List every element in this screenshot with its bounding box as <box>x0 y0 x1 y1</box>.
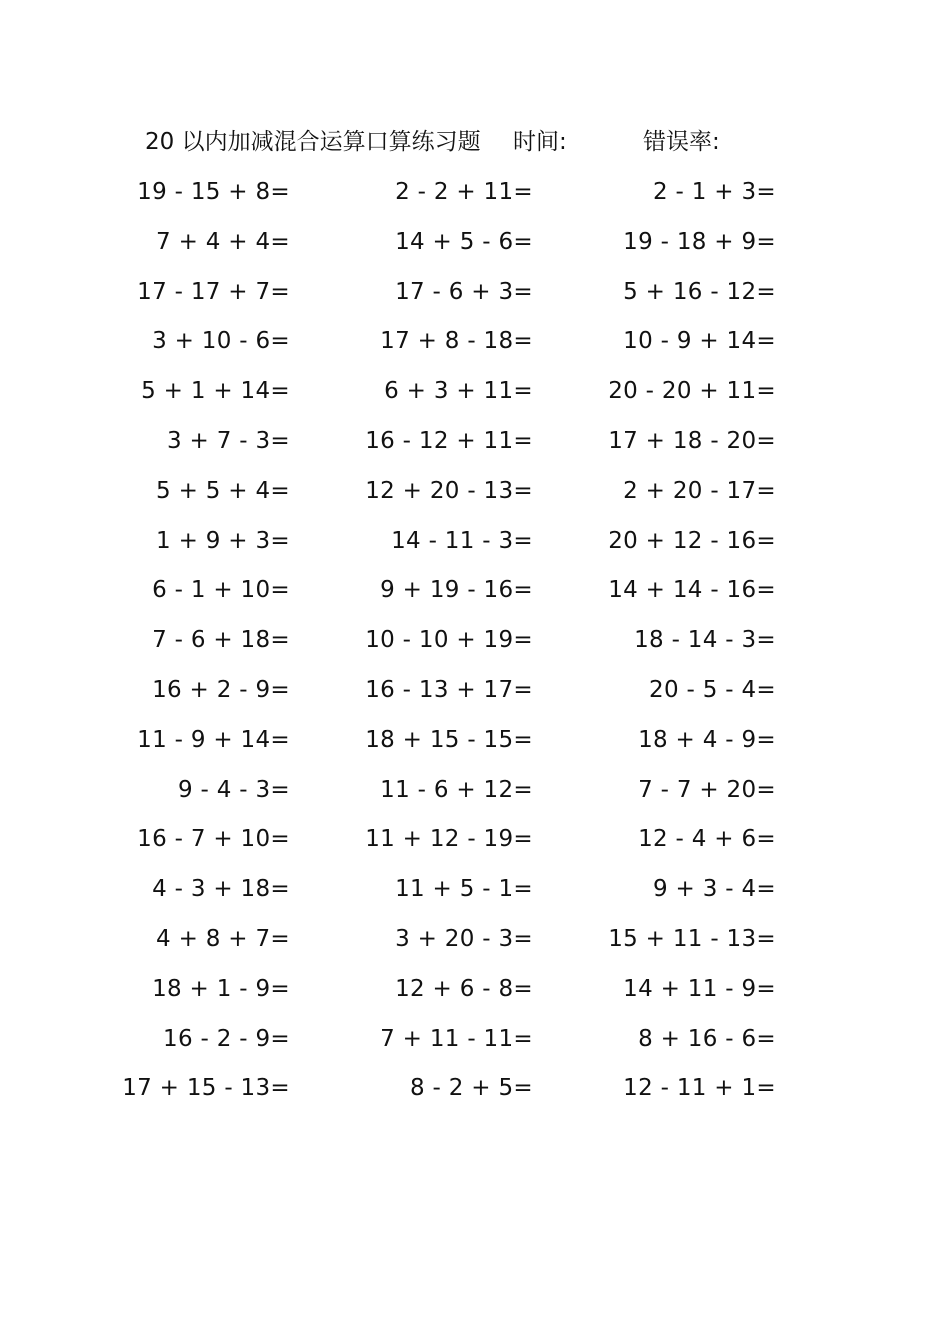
problem: 16 + 2 - 9= <box>152 676 290 703</box>
problem: 16 - 2 - 9= <box>163 1025 290 1052</box>
problem: 11 + 5 - 1= <box>395 876 533 903</box>
problem: 8 - 2 + 5= <box>410 1075 533 1102</box>
problem-row <box>0 222 950 272</box>
problem-row <box>0 172 950 222</box>
problem: 12 + 6 - 8= <box>395 975 533 1002</box>
problem: 17 + 8 - 18= <box>380 328 533 355</box>
problem-row <box>0 321 950 371</box>
problem: 17 + 18 - 20= <box>608 427 776 454</box>
worksheet-header <box>145 124 805 160</box>
problem: 18 - 14 - 3= <box>634 627 776 654</box>
problem: 11 - 6 + 12= <box>380 776 533 803</box>
error-rate-label: 错误率: <box>643 129 720 155</box>
problem-row <box>0 620 950 670</box>
problem: 17 - 6 + 3= <box>395 278 533 305</box>
problem: 10 - 10 + 19= <box>365 627 533 654</box>
problem: 17 - 17 + 7= <box>137 278 290 305</box>
problem: 2 + 20 - 17= <box>623 477 776 504</box>
problem: 14 + 11 - 9= <box>623 975 776 1002</box>
problem-row <box>0 471 950 521</box>
problem: 14 + 5 - 6= <box>395 228 533 255</box>
problem: 7 - 7 + 20= <box>638 776 776 803</box>
problem-row <box>0 1019 950 1069</box>
problem: 14 - 11 - 3= <box>391 527 533 554</box>
problem: 20 - 20 + 11= <box>608 378 776 405</box>
problem: 2 - 1 + 3= <box>653 179 776 205</box>
problem: 6 - 1 + 10= <box>152 577 290 604</box>
problem: 18 + 15 - 15= <box>365 726 533 753</box>
problem-row <box>0 371 950 421</box>
problem-grid <box>0 172 950 1118</box>
problem: 1 + 9 + 3= <box>156 527 290 554</box>
problem: 12 - 4 + 6= <box>638 826 776 853</box>
problem: 3 + 7 - 3= <box>167 427 290 454</box>
problem: 7 + 11 - 11= <box>380 1025 533 1052</box>
problem: 7 + 4 + 4= <box>156 228 290 255</box>
problem: 20 + 12 - 16= <box>608 527 776 554</box>
problem: 19 - 18 + 9= <box>623 228 776 255</box>
problem: 17 + 15 - 13= <box>122 1075 290 1102</box>
problem: 12 + 20 - 13= <box>365 477 533 504</box>
problem-row <box>0 272 950 322</box>
problem-row <box>0 869 950 919</box>
problem-row <box>0 819 950 869</box>
problem-row <box>0 770 950 820</box>
problem: 12 - 11 + 1= <box>623 1075 776 1102</box>
problem: 16 - 7 + 10= <box>137 826 290 853</box>
problem: 5 + 16 - 12= <box>623 278 776 305</box>
problem: 3 + 20 - 3= <box>395 925 533 952</box>
worksheet-title: 20 以内加减混合运算口算练习题 <box>145 129 481 155</box>
problem: 4 + 8 + 7= <box>156 925 290 952</box>
problem: 19 - 15 + 8= <box>137 179 290 205</box>
problem: 9 + 19 - 16= <box>380 577 533 604</box>
problem: 5 + 5 + 4= <box>156 477 290 504</box>
problem: 10 - 9 + 14= <box>623 328 776 355</box>
problem: 7 - 6 + 18= <box>152 627 290 654</box>
problem-row <box>0 421 950 471</box>
problem: 11 + 12 - 19= <box>365 826 533 853</box>
problem: 8 + 16 - 6= <box>638 1025 776 1052</box>
problem-row <box>0 720 950 770</box>
problem: 3 + 10 - 6= <box>152 328 290 355</box>
problem: 16 - 13 + 17= <box>365 676 533 703</box>
problem: 2 - 2 + 11= <box>395 179 533 205</box>
problem: 9 + 3 - 4= <box>653 876 776 903</box>
problem-row <box>0 919 950 969</box>
problem: 16 - 12 + 11= <box>365 427 533 454</box>
problem: 20 - 5 - 4= <box>649 676 776 703</box>
problem: 15 + 11 - 13= <box>608 925 776 952</box>
problem-row <box>0 670 950 720</box>
problem: 18 + 1 - 9= <box>152 975 290 1002</box>
time-label: 时间: <box>513 129 567 155</box>
problem: 11 - 9 + 14= <box>137 726 290 753</box>
problem-row <box>0 1068 950 1118</box>
problem: 5 + 1 + 14= <box>141 378 290 405</box>
problem-row <box>0 521 950 571</box>
problem: 18 + 4 - 9= <box>638 726 776 753</box>
problem-row <box>0 570 950 620</box>
problem: 9 - 4 - 3= <box>177 776 290 803</box>
problem-row <box>0 969 950 1019</box>
problem: 4 - 3 + 18= <box>152 876 290 903</box>
problem: 14 + 14 - 16= <box>608 577 776 604</box>
problem: 6 + 3 + 11= <box>384 378 533 405</box>
